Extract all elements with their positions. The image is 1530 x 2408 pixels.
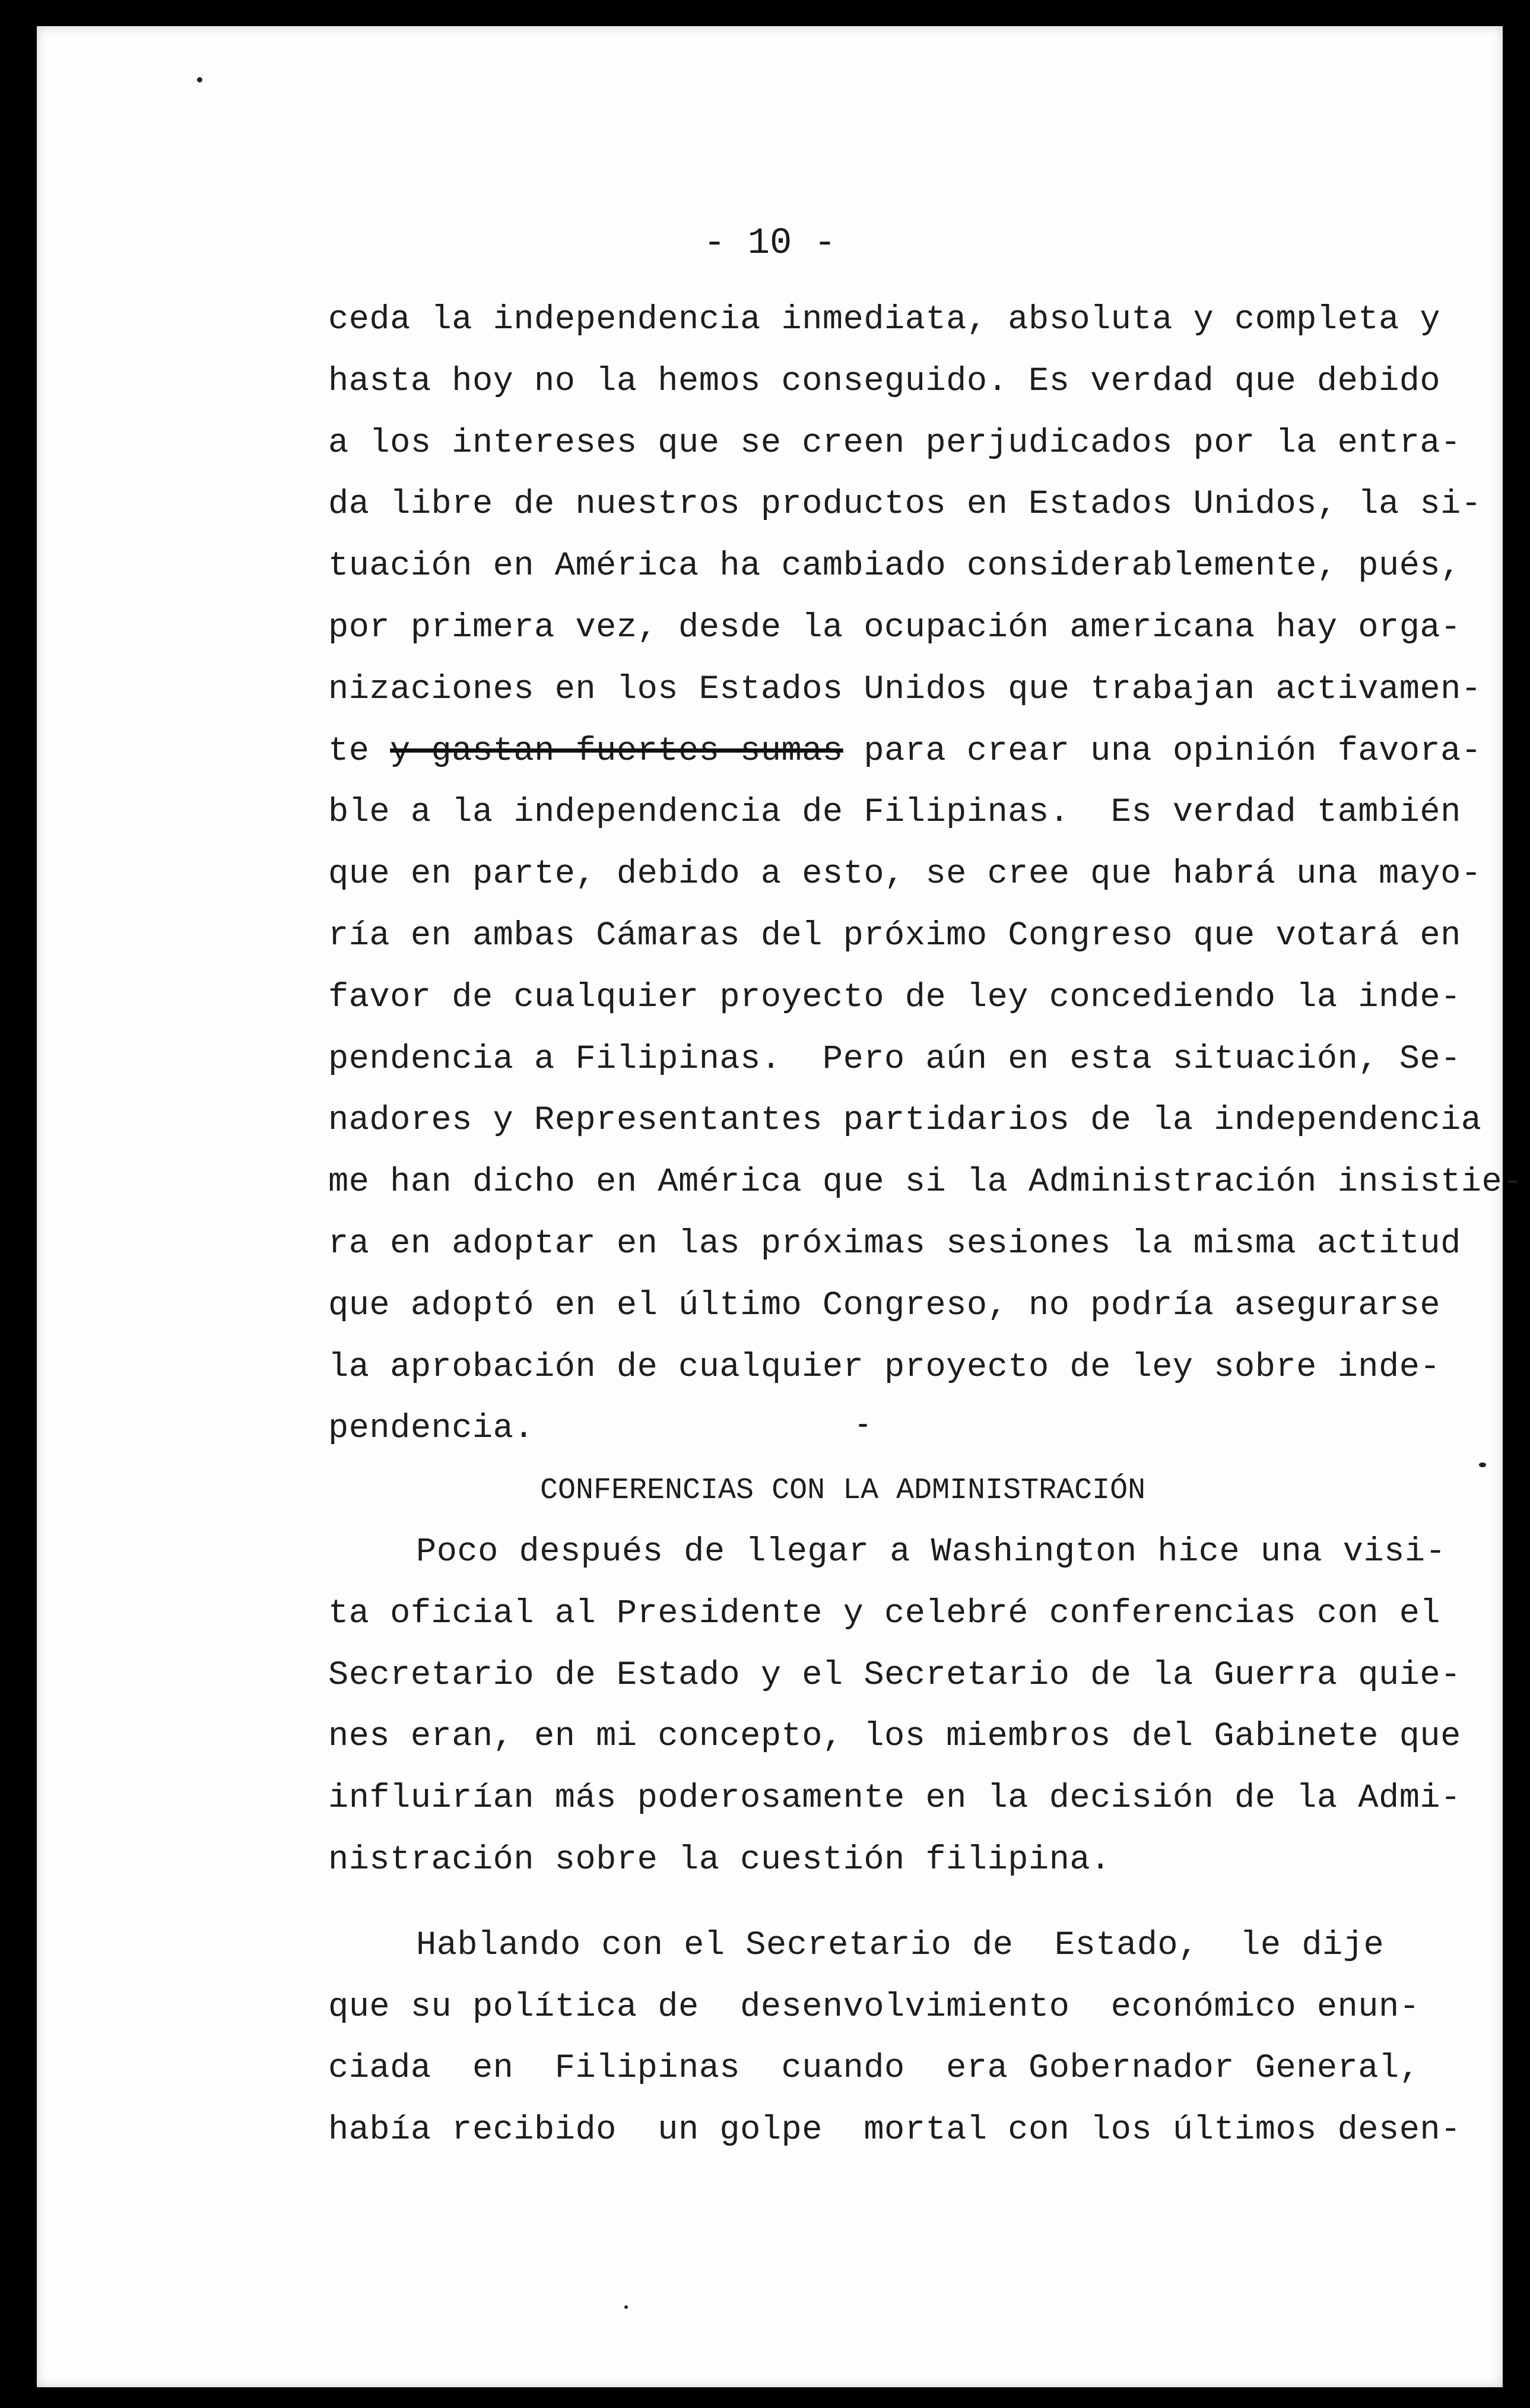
text-line: ra en adoptar en las próximas sesiones la misma actitud (328, 1224, 1461, 1263)
ink-speck (1479, 1462, 1486, 1467)
text-line: nizaciones en los Estados Unidos que trabajan activamen- (328, 670, 1482, 709)
text-line: por primera vez, desde la ocupación americana hay orga- (328, 608, 1461, 647)
text-line: había recibido un golpe mortal con los últimos desen- (328, 2111, 1461, 2150)
text-line: Secretario de Estado y el Secretario de la Guerra quie- (328, 1656, 1461, 1695)
struck-out-text: y gastan fuertes sumas (390, 732, 843, 770)
ink-speck (859, 1424, 867, 1427)
ink-speck (624, 2305, 628, 2309)
paragraph-spacer (328, 1892, 1432, 1915)
text-line: nistración sobre la cuestión filipina. (328, 1841, 1111, 1879)
text-line: da libre de nuestros productos en Estados Unidos, la si- (328, 486, 1482, 524)
section-heading: CONFERENCIAS CON LA ADMINISTRACIÓN (540, 1474, 1146, 1508)
text-line: influirían más poderosamente en la decisión de la Admi- (328, 1779, 1461, 1818)
text-line: ble a la independencia de Filipinas. Es verdad también (328, 794, 1461, 832)
text-line: que su política de desenvolvimiento económico enun- (328, 1988, 1420, 2026)
text-line: pendencia a Filipinas. Pero aún en esta situación, Se- (328, 1040, 1461, 1078)
line-start: te (328, 732, 391, 770)
line-end: para crear una opinión favora- (843, 732, 1482, 770)
text-line: ceda la independencia inmediata, absoluta y completa y (328, 301, 1441, 339)
text-line: ría en ambas Cámaras del próximo Congreso que votará en (328, 916, 1461, 955)
text-line: que adoptó en el último Congreso, no podría asegurarse (328, 1286, 1441, 1325)
body-text (328, 290, 1523, 2162)
text-line: favor de cualquier proyecto de ley concediendo la inde- (328, 978, 1461, 1017)
text-line: a los intereses que se creen perjudicados por la entra- (328, 424, 1461, 462)
text-line: Hablando con el Secretario de Estado, le dije (416, 1926, 1385, 1965)
typewritten-page (37, 26, 1523, 2387)
text-line: que en parte, debido a esto, se cree que habrá una mayo- (328, 855, 1482, 894)
text-line: ta oficial al Presidente y celebré conferencias con el (328, 1594, 1441, 1633)
text-line: tuación en América ha cambiado considerablemente, pués, (328, 547, 1461, 586)
text-line: me han dicho en América que si la Administración insistie- (328, 1163, 1523, 1202)
text-line: la aprobación de cualquier proyecto de ley sobre inde- (328, 1348, 1441, 1387)
ink-speck (197, 77, 202, 83)
text-line: hasta hoy no la hemos conseguido. Es verdad que debido (328, 362, 1441, 401)
text-line: ciada en Filipinas cuando era Gobernador General, (328, 2050, 1420, 2088)
text-line: pendencia. (328, 1410, 535, 1448)
text-line-with-strikethrough (328, 721, 1482, 783)
text-line: nes eran, en mi concepto, los miembros del Gabinete que (328, 1718, 1461, 1756)
text-line: Poco después de llegar a Washington hice una visi- (416, 1533, 1446, 1571)
page-number: - 10 - (703, 222, 836, 264)
text-line: nadores y Representantes partidarios de la independencia (328, 1102, 1482, 1140)
